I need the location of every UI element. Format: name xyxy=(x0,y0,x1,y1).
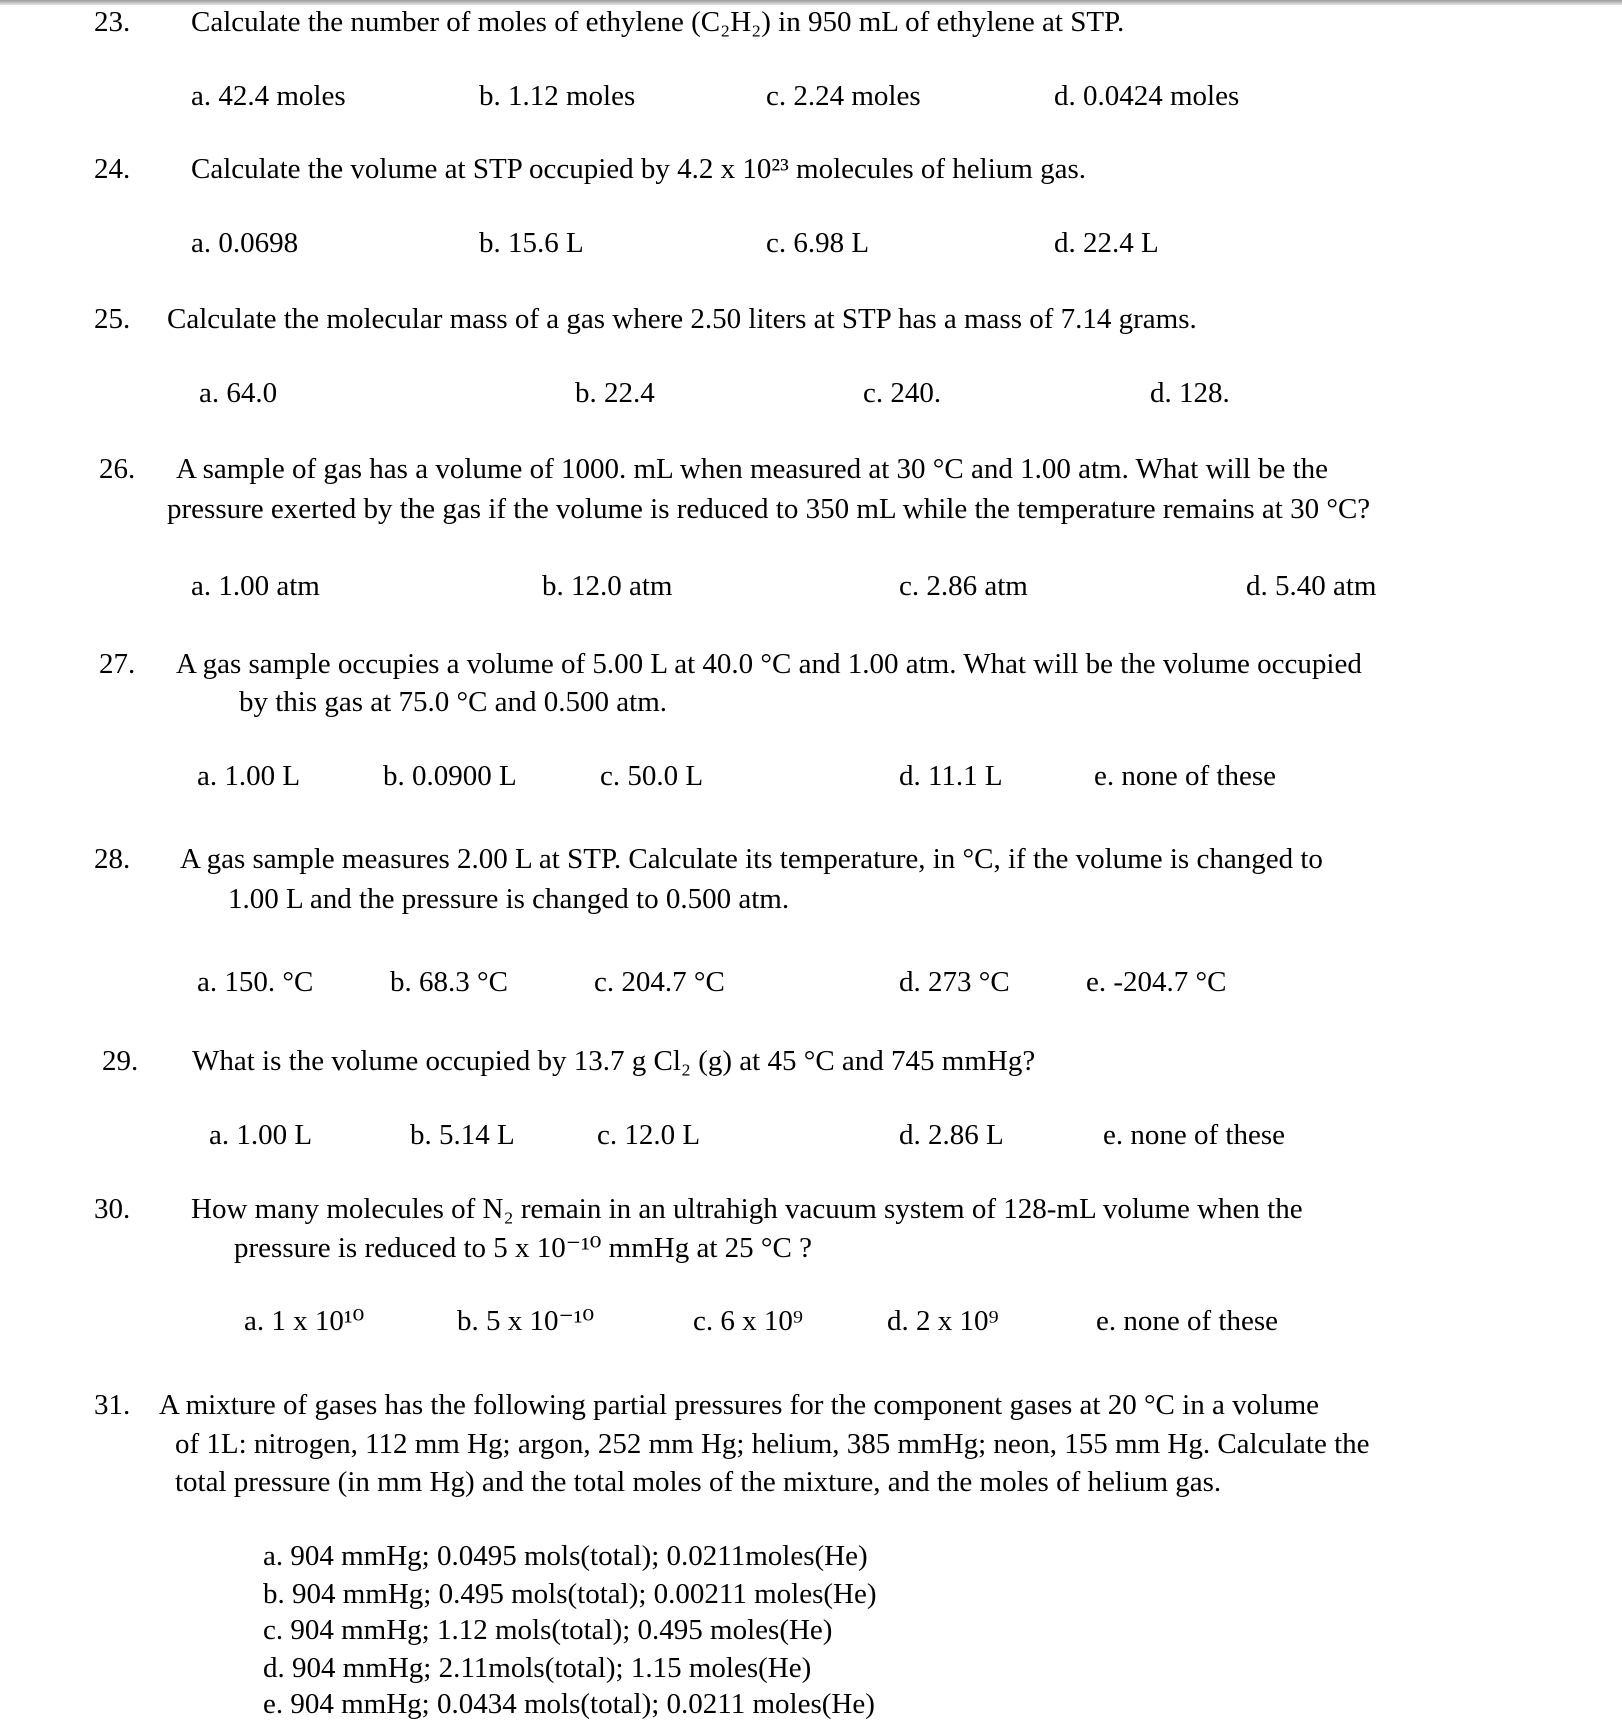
option-b: b. 5 x 10⁻¹⁰ xyxy=(457,1305,595,1337)
question-text-line1: A gas sample occupies a volume of 5.00 L at 40.0 °C and 1.00 atm. What will be the volume occupied xyxy=(176,648,1362,680)
question-number: 31. xyxy=(94,1389,131,1421)
option-a: a. 1 x 10¹⁰ xyxy=(244,1305,365,1337)
question-number: 23. xyxy=(94,6,131,38)
option-b: b. 904 mmHg; 0.495 mols(total); 0.00211 moles(He) xyxy=(263,1578,877,1610)
option-b: b. 12.0 atm xyxy=(542,570,673,602)
question-text-line1: A gas sample measures 2.00 L at STP. Calculate its temperature, in °C, if the volume is changed to xyxy=(180,843,1323,875)
question-text: What is the volume occupied by 13.7 g Cl₂ (g) at 45 °C and 745 mmHg? xyxy=(192,1045,1036,1077)
question-text-line2: pressure is reduced to 5 x 10⁻¹⁰ mmHg at 25 °C ? xyxy=(234,1232,812,1264)
option-a: a. 64.0 xyxy=(199,377,278,409)
option-d: d. 5.40 atm xyxy=(1246,570,1377,602)
option-c: c. 204.7 °C xyxy=(594,966,725,998)
option-a: a. 1.00 atm xyxy=(191,570,320,602)
option-c: c. 240. xyxy=(863,377,942,409)
option-d: d. 2.86 L xyxy=(899,1119,1004,1151)
option-a: a. 904 mmHg; 0.0495 mols(total); 0.0211moles(He) xyxy=(263,1540,868,1572)
option-c: c. 50.0 L xyxy=(600,760,704,792)
option-c: c. 2.86 atm xyxy=(899,570,1028,602)
question-text-line3: total pressure (in mm Hg) and the total moles of the mixture, and the moles of helium gas. xyxy=(175,1466,1222,1498)
option-a: a. 1.00 L xyxy=(209,1119,313,1151)
option-e: e. none of these xyxy=(1094,760,1276,792)
option-a: a. 0.0698 xyxy=(191,227,299,259)
option-a: a. 42.4 moles xyxy=(191,80,346,112)
option-e: e. 904 mmHg; 0.0434 mols(total); 0.0211 moles(He) xyxy=(263,1688,875,1720)
question-text-line1: How many molecules of N₂ remain in an ultrahigh vacuum system of 128-mL volume when the xyxy=(191,1193,1303,1225)
option-b: b. 68.3 °C xyxy=(390,966,508,998)
option-b: b. 1.12 moles xyxy=(479,80,636,112)
option-b: b. 5.14 L xyxy=(410,1119,515,1151)
question-number: 28. xyxy=(94,843,131,875)
option-d: d. 128. xyxy=(1150,377,1230,409)
option-d: d. 22.4 L xyxy=(1054,227,1159,259)
question-number: 24. xyxy=(94,153,131,185)
option-c: c. 6.98 L xyxy=(766,227,870,259)
question-number: 26. xyxy=(99,453,136,485)
option-d: d. 0.0424 moles xyxy=(1054,80,1240,112)
option-e: e. -204.7 °C xyxy=(1086,966,1227,998)
question-number: 29. xyxy=(102,1045,139,1077)
option-a: a. 150. °C xyxy=(197,966,314,998)
question-text-line1: A sample of gas has a volume of 1000. mL when measured at 30 °C and 1.00 atm. What will be the xyxy=(176,453,1329,485)
question-text-line2: pressure exerted by the gas if the volume is reduced to 350 mL while the temperature remains at 30 °C? xyxy=(167,493,1371,525)
question-text-line2: by this gas at 75.0 °C and 0.500 atm. xyxy=(239,686,668,718)
question-text-line2: 1.00 L and the pressure is changed to 0.500 atm. xyxy=(228,883,790,915)
option-d: d. 273 °C xyxy=(899,966,1010,998)
option-c: c. 904 mmHg; 1.12 mols(total); 0.495 moles(He) xyxy=(263,1614,833,1646)
option-d: d. 2 x 10⁹ xyxy=(887,1305,999,1337)
option-d: d. 904 mmHg; 2.11mols(total); 1.15 moles(He) xyxy=(263,1652,812,1684)
question-number: 25. xyxy=(94,303,131,335)
option-c: c. 2.24 moles xyxy=(766,80,921,112)
question-text: Calculate the molecular mass of a gas where 2.50 liters at STP has a mass of 7.14 grams. xyxy=(167,303,1197,335)
option-e: e. none of these xyxy=(1096,1305,1278,1337)
option-b: b. 0.0900 L xyxy=(383,760,517,792)
option-b: b. 22.4 xyxy=(575,377,655,409)
option-e: e. none of these xyxy=(1103,1119,1285,1151)
option-c: c. 12.0 L xyxy=(597,1119,701,1151)
question-number: 30. xyxy=(94,1193,131,1225)
question-text-line2: of 1L: nitrogen, 112 mm Hg; argon, 252 mm Hg; helium, 385 mmHg; neon, 155 mm Hg. Calculate the xyxy=(175,1428,1370,1460)
question-number: 27. xyxy=(99,648,136,680)
question-text: Calculate the volume at STP occupied by 4.2 x 10²³ molecules of helium gas. xyxy=(191,153,1086,185)
option-b: b. 15.6 L xyxy=(479,227,584,259)
option-c: c. 6 x 10⁹ xyxy=(693,1305,803,1337)
option-d: d. 11.1 L xyxy=(899,760,1003,792)
question-text-line1: A mixture of gases has the following partial pressures for the component gases at 20 °C in a volume xyxy=(159,1389,1320,1421)
question-text: Calculate the number of moles of ethylene (C₂H₂) in 950 mL of ethylene at STP. xyxy=(191,6,1125,38)
option-a: a. 1.00 L xyxy=(197,760,301,792)
